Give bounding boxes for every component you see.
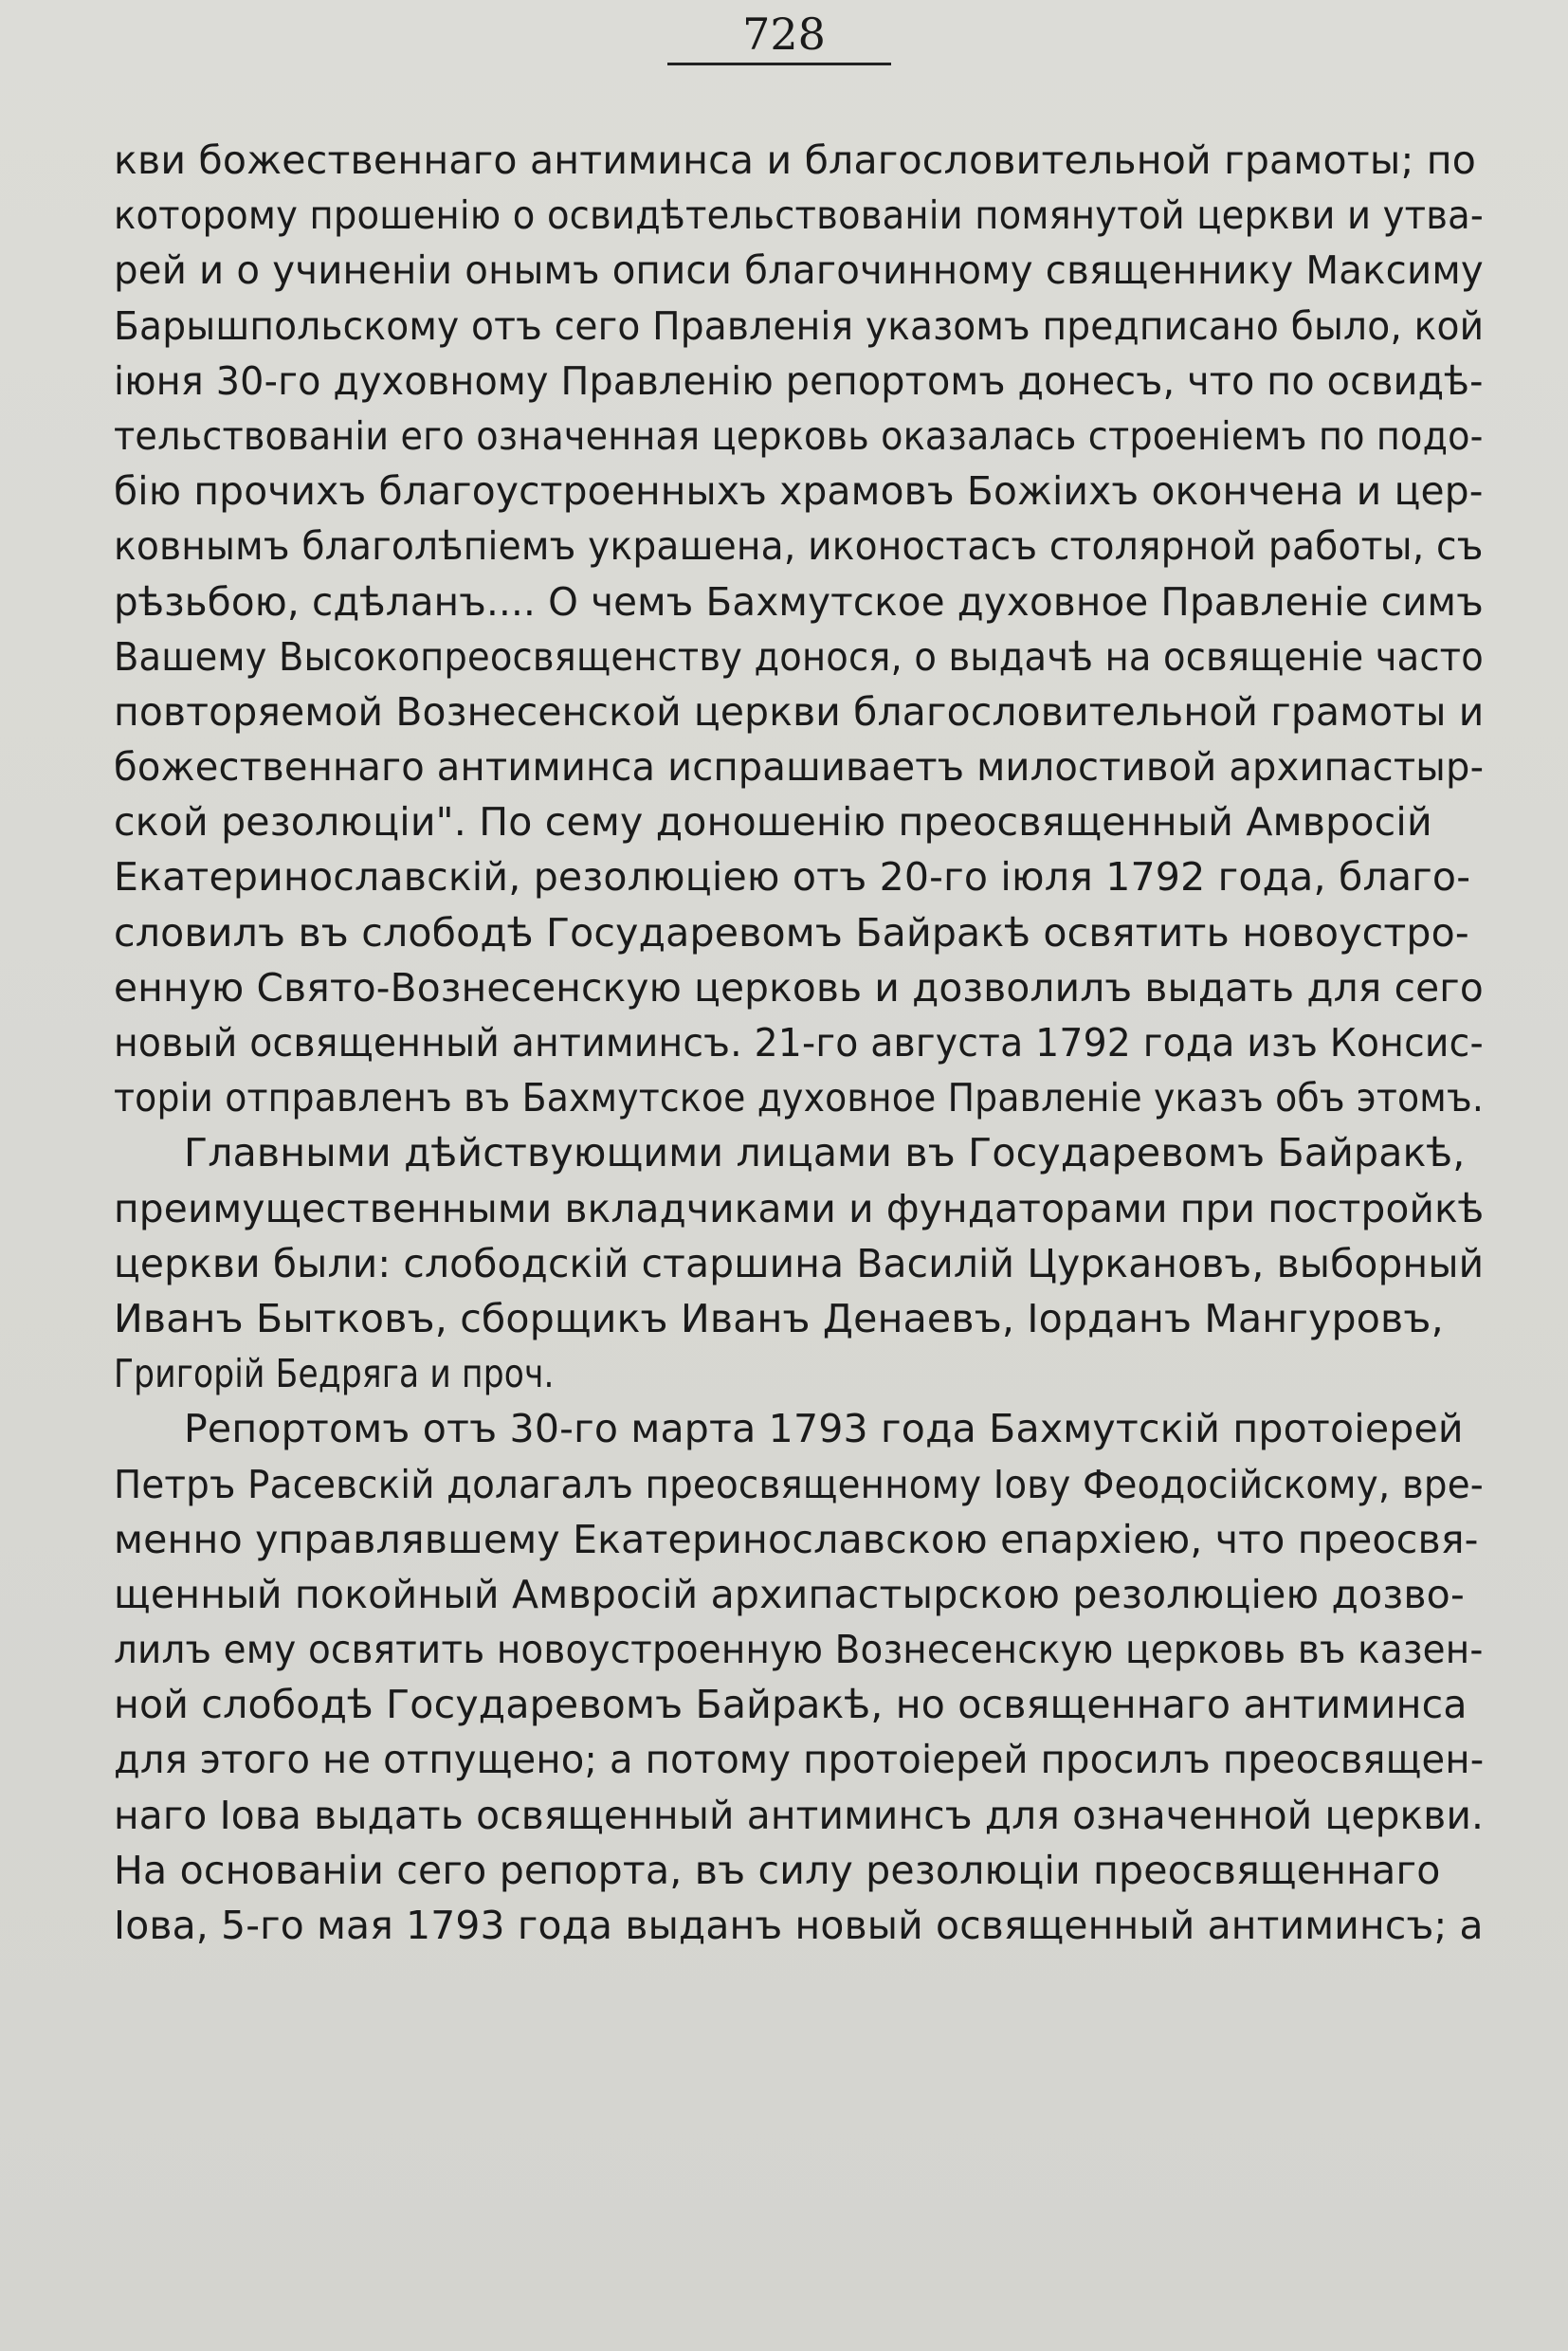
text-line: преимущественными вкладчиками и фундаторами при постройкѣ [114,1185,1485,1231]
text-line: которому прошенію о освидѣтельствованіи помянутой церкви и утва- [114,192,1484,239]
text-line: Вашему Высокопреосвященству донося, о выдачѣ на освященіе часто [114,633,1484,680]
text-line: іюня 30-го духовному Правленію репортомъ донесъ, что по освидѣ- [114,357,1484,404]
text-line: церкви были: слободскій старшина Василій Цуркановъ, выборный [114,1240,1485,1286]
text-line: менно управлявшему Екатеринославскою епархіею, что преосвя- [114,1516,1479,1562]
text-line: Репортомъ отъ 30-го марта 1793 года Бахмутскій протоіерей [184,1406,1464,1452]
text-line: ковнымъ благолѣпіемъ украшена, иконостасъ столярной работы, съ [114,523,1484,570]
text-line: енную Свято-Вознесенскую церковь и дозволилъ выдать для сего [114,964,1484,1011]
text-line: бію прочихъ благоустроенныхъ храмовъ Божіихъ окончена и цер- [114,468,1484,515]
text-line: Григорій Бедряга и проч. [114,1351,555,1397]
text-line: ной слободѣ Государевомъ Байракѣ, но освященнаго антиминса [114,1682,1468,1728]
text-line: повторяемой Вознесенской церкви благословительной грамоты и [114,688,1485,735]
text-line: тельствованіи его означенная церковь оказалась строеніемъ по подо- [114,412,1484,459]
text-line: божественнаго антиминса испрашиваетъ милостивой архипастыр- [114,744,1485,791]
text-line: Екатеринославскій, резолюціею отъ 20-го іюля 1792 года, благо- [114,854,1471,901]
body-text [114,133,1484,1953]
text-line: рѣзьбою, сдѣланъ.... О чемъ Бахмутское духовное Правленіе симъ [114,578,1484,625]
text-line: Петръ Расевскій долагалъ преосвященному Іову Феодосійскому, вре- [114,1461,1484,1507]
text-line: ской резолюціи". По сему доношенію преосвященный Амвросій [114,799,1432,846]
text-line: словилъ въ слободѣ Государевомъ Байракѣ освятить новоустро- [114,909,1469,956]
text-line: для этого не отпущено; а потому протоіерей просилъ преосвящен- [114,1737,1485,1783]
text-line: Барышпольскому отъ сего Правленія указомъ предписано было, кой [114,302,1485,349]
text-line: рей и о учиненіи онымъ описи благочинному священнику Максиму [114,247,1484,294]
text-line: щенный покойный Амвросій архипастырскою резолюціею дозво- [114,1571,1465,1617]
text-line: торіи отправленъ въ Бахмутское духовное Правленіе указъ объ этомъ. [114,1075,1485,1121]
text-line: наго Іова выдать освященный антиминсъ для означенной церкви. [114,1792,1485,1838]
text-line: Иванъ Бытковъ, сборщикъ Иванъ Денаевъ, Іорданъ Мангуровъ, [114,1295,1444,1341]
text-line: кви божественнаго антиминса и благословительной грамоты; по [114,137,1476,183]
text-line: Іова, 5-го мая 1793 года выданъ новый освященный антиминсъ; а [114,1903,1484,1948]
text-line: На основаніи сего репорта, въ силу резолюціи преосвященнаго [114,1847,1441,1893]
text-line: новый освященный антиминсъ. 21-го августа 1792 года изъ Консис- [114,1020,1484,1066]
page-number: 728 [742,9,826,60]
text-line: лилъ ему освятить новоустроенную Вознесенскую церковь въ казен- [114,1627,1484,1673]
text-line: Главными дѣйствующими лицами въ Государевомъ Байракѣ, [184,1130,1466,1176]
page-number-rule [667,63,891,65]
